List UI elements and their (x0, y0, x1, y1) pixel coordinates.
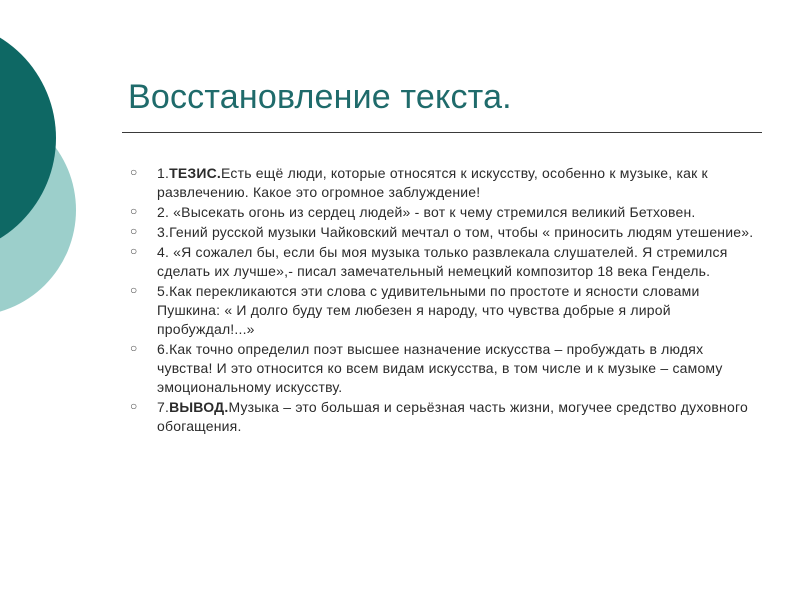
bullet-circle-icon: ○ (130, 204, 138, 218)
bullet-circle-icon: ○ (130, 165, 138, 179)
item-text: «Я сожалел бы, если бы моя музыка только развлекала слушателей. Я стремился сделать их лучше»,- писал замечательный немецкий композитор 18 века Гендель. (157, 244, 728, 279)
item-text: Гений русской музыки Чайковский мечтал о том, чтобы « приносить людям утешение». (169, 224, 754, 240)
item-text: Как точно определил поэт высшее назначение искусства – пробуждать в людях чувства! И это относится ко всем видам искусства, в том числе и к музыке – самому эмоциональному искусству. (157, 341, 723, 395)
item-prefix: 2. (157, 204, 174, 220)
item-label: ВЫВОД. (169, 399, 229, 415)
bullet-circle-icon: ○ (130, 244, 138, 258)
slide-title: Восстановление текста. (128, 78, 512, 116)
list-item (130, 203, 760, 222)
item-prefix: 5. (157, 283, 170, 299)
item-prefix: 3. (157, 224, 170, 240)
list-item (130, 282, 760, 339)
item-prefix: 4. (157, 244, 174, 260)
item-prefix: 6. (157, 341, 170, 357)
list-item (130, 164, 760, 202)
item-text: «Высекать огонь из сердец людей» - вот к чему стремился великий Бетховен. (173, 204, 696, 220)
bullet-list (130, 164, 760, 437)
item-text: Музыка – это большая и серьёзная часть жизни, могучее средство духовного обогащения. (157, 399, 748, 434)
bullet-circle-icon: ○ (130, 399, 138, 413)
item-label: ТЕЗИС. (169, 165, 222, 181)
list-item (130, 398, 760, 436)
bullet-circle-icon: ○ (130, 224, 138, 238)
list-item (130, 243, 760, 281)
item-prefix: 7. (157, 399, 170, 415)
title-divider (122, 132, 762, 133)
list-item (130, 223, 760, 242)
bullet-circle-icon: ○ (130, 283, 138, 297)
list-item (130, 340, 760, 397)
bullet-circle-icon: ○ (130, 341, 138, 355)
item-text: Есть ещё люди, которые относятся к искусству, особенно к музыке, как к развлечению. Какое это огромное заблуждение! (157, 165, 708, 200)
item-text: Как перекликаются эти слова с удивительными по простоте и ясности словами Пушкина: « И долго буду тем любезен я народу, что чувства добрые я лирой пробуждал!...» (157, 283, 700, 337)
decorative-circles (0, 0, 120, 330)
item-prefix: 1. (157, 165, 170, 181)
